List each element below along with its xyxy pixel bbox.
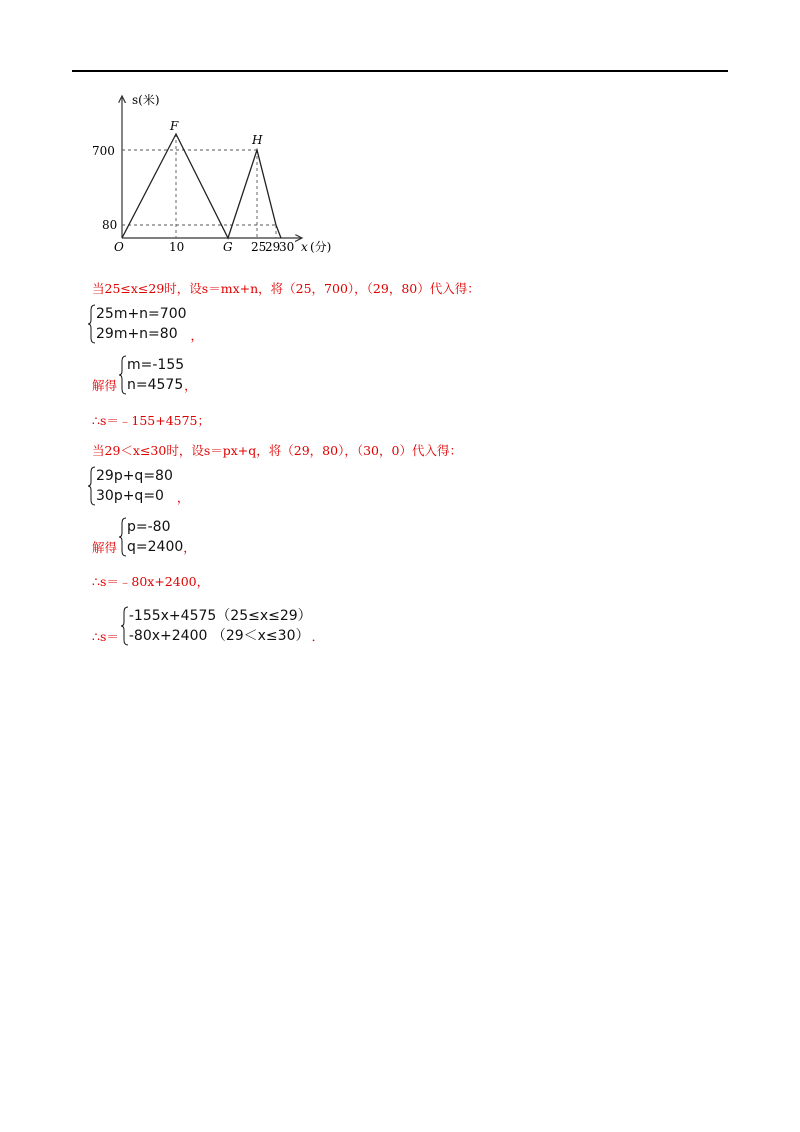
final-piece-2: -80x+2400 （29＜x≤30）: [128, 628, 310, 644]
final-piecewise: [92, 606, 324, 646]
solution-1-n: n=4575: [127, 377, 184, 393]
y-tick-700: 700: [92, 144, 115, 158]
x-tick-29: 29: [265, 240, 281, 254]
x-axis-unit: (分): [310, 240, 332, 254]
system-2-tail: ，: [176, 490, 190, 505]
solution-2-tail: ，: [183, 540, 196, 555]
system-2-eq-b: 30p+q=0: [96, 488, 164, 504]
final-prefix: ∴s＝: [92, 629, 119, 644]
y-axis-label: s(米): [132, 93, 160, 107]
brace-icon: [119, 517, 127, 557]
x-tick-10: 10: [169, 240, 185, 254]
brace-icon: [119, 355, 127, 395]
case1-setup: 当25≤x≤29时，设s＝mx+n，将（25，700），（29，80）代入得：: [92, 281, 480, 296]
system-1: [88, 304, 203, 344]
case1-result: ∴s＝﹣155+4575；: [92, 413, 211, 428]
case2-result: ∴s＝﹣80x+2400，: [92, 574, 210, 589]
header-rule: [72, 70, 728, 72]
solve-label-1: 解得: [92, 378, 118, 393]
solve-label-2: 解得: [92, 540, 118, 555]
y-tick-80: 80: [102, 218, 118, 232]
point-F-label: F: [170, 119, 179, 133]
brace-icon: [88, 304, 96, 344]
x-tick-25: 25: [251, 240, 267, 254]
system-2: [88, 466, 189, 506]
solution-2-q: q=2400: [127, 539, 184, 555]
origin-label: O: [114, 240, 124, 254]
point-H-label: H: [252, 133, 263, 147]
solution-1-m: m=-155: [127, 357, 185, 373]
x-axis-label: x: [301, 240, 308, 254]
solution-1: [92, 355, 197, 395]
system-2-eq-a: 29p+q=80: [96, 468, 173, 484]
distance-time-graph: [80, 88, 340, 260]
solution-2-p: p=-80: [127, 519, 171, 535]
case2-setup: 当29＜x≤30时，设s＝px+q，将（29，80），（30，0）代入得：: [92, 443, 462, 458]
point-G-label: G: [223, 240, 233, 254]
final-piece-1: -155x+4575（25≤x≤29）: [128, 608, 312, 624]
x-tick-30: 30: [279, 240, 295, 254]
brace-icon: [121, 606, 129, 646]
brace-icon: [88, 466, 96, 506]
solution-1-tail: ，: [184, 378, 197, 393]
system-1-eq-a: 25m+n=700: [96, 306, 187, 322]
system-1-eq-b: 29m+n=80: [96, 326, 178, 342]
solution-2: [92, 517, 196, 557]
system-1-tail: ，: [190, 328, 204, 343]
final-tail: ．: [311, 629, 325, 644]
